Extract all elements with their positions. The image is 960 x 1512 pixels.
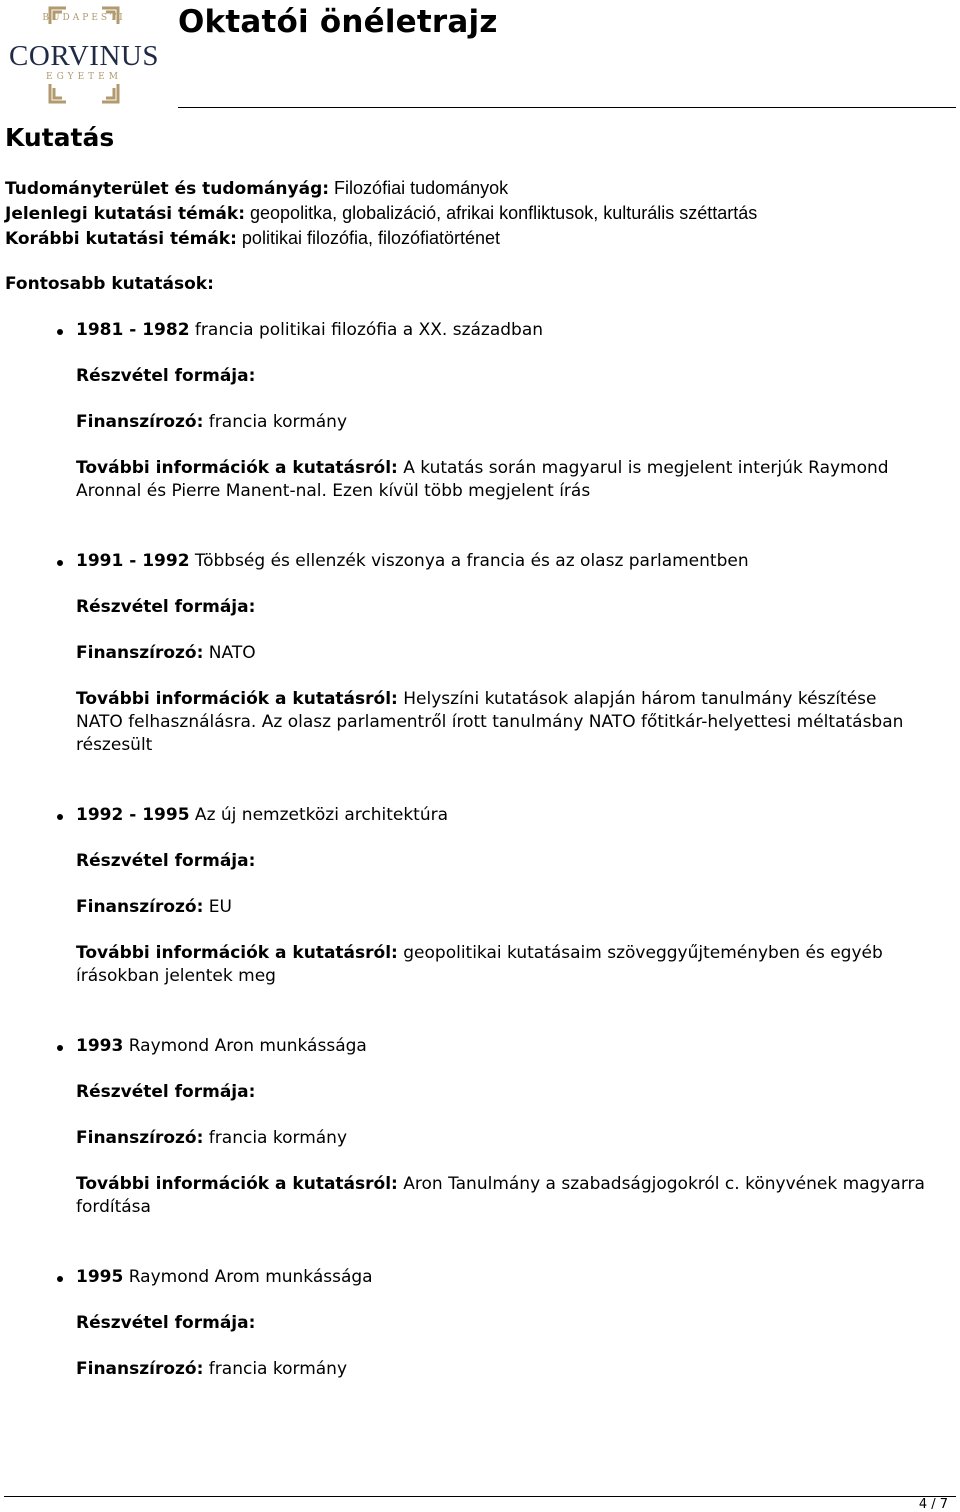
research-heading [76,550,950,573]
funder-label: Finanszírozó: [76,1128,204,1148]
research-years: 1991 - 1992 [76,551,190,571]
research-heading [76,804,950,827]
funder-value: francia kormány [203,1359,348,1379]
bullet-icon [57,1045,63,1051]
funder-label: Finanszírozó: [76,897,204,917]
header-divider [178,107,956,108]
research-meta [5,176,950,251]
corvinus-logo-icon [4,4,164,106]
funder-value: francia kormány [203,1128,348,1148]
funder-value: EU [203,897,232,917]
funder-label: Finanszírozó: [76,643,204,663]
funder-label: Finanszírozó: [76,412,204,432]
more-info-value: geopolitikai kutatásaim szöveggyűjteményben és egyéb írásokban jelentek meg [76,943,883,986]
meta-label: Jelenlegi kutatási témák: [5,204,246,224]
participation-field [76,1081,950,1104]
list-item [5,1266,950,1381]
more-info-label: További információk a kutatásról: [76,1174,398,1194]
page-title: Oktatói önéletrajz [178,4,498,40]
research-heading [76,1035,950,1058]
list-item [5,319,950,503]
svg-text:EGYETEM: EGYETEM [46,72,122,82]
funder-field [76,1358,950,1381]
research-title: francia politikai filozófia a XX. században [189,320,544,340]
footer-divider [4,1496,956,1497]
meta-value: politikai filozófia, filozófiatörténet [236,228,501,248]
participation-field [76,850,950,873]
meta-label: Tudományterület és tudományág: [5,179,330,199]
funder-field [76,411,950,434]
page-number: 4 / 7 [918,1497,948,1512]
more-info-field [76,1173,926,1219]
more-info-value: Aron Tanulmány a szabadságjogokról c. könyvének magyarra fordítása [76,1174,925,1217]
participation-label: Részvétel formája: [76,366,256,386]
more-info-label: További információk a kutatásról: [76,943,398,963]
research-title: Többség és ellenzék viszonya a francia és az olasz parlamentben [189,551,749,571]
participation-field [76,365,950,388]
research-title: Raymond Aron munkássága [123,1036,367,1056]
more-info-value: A kutatás során magyarul is megjelent interjúk Raymond Aronnal és Pierre Manent-nal. Ezen kívül több megjelent írás [76,458,889,501]
research-title: Raymond Arom munkássága [123,1267,373,1287]
meta-field-previous-topics [5,226,950,251]
meta-field-discipline [5,176,950,201]
more-info-label: További információk a kutatásról: [76,458,398,478]
funder-field [76,642,950,665]
meta-field-current-topics [5,201,950,226]
participation-label: Részvétel formája: [76,851,256,871]
list-item [5,550,950,757]
funder-value: francia kormány [203,412,348,432]
bullet-icon [57,560,63,566]
more-info-value: Helyszíni kutatások alapján három tanulmány készítése NATO felhasználásra. Az olasz parlamentről írott tanulmány NATO főtitkár-helyettesi méltatásban részesült [76,689,904,755]
bullet-icon [57,1276,63,1282]
participation-label: Részvétel formája: [76,1082,256,1102]
research-years: 1993 [76,1036,124,1056]
bullet-icon [57,814,63,820]
more-info-label: További információk a kutatásról: [76,689,398,709]
research-heading [76,1266,950,1289]
svg-text:BUDAPESTI: BUDAPESTI [42,13,126,23]
participation-field [76,596,950,619]
more-info-field [76,688,926,757]
research-list-heading: Fontosabb kutatások: [5,274,214,294]
research-years: 1981 - 1982 [76,320,190,340]
bullet-icon [57,329,63,335]
svg-text:CORVINUS: CORVINUS [9,40,159,72]
participation-label: Részvétel formája: [76,1313,256,1333]
funder-label: Finanszírozó: [76,1359,204,1379]
more-info-field [76,457,926,503]
list-item [5,804,950,988]
cv-content [5,120,950,1381]
research-list [5,319,950,1381]
research-title: Az új nemzetközi architektúra [189,805,449,825]
more-info-field [76,942,926,988]
university-logo [4,4,164,106]
meta-value: geopolitka, globalizáció, afrikai konfliktusok, kulturális széttartás [245,203,758,223]
research-years: 1995 [76,1267,124,1287]
research-years: 1992 - 1995 [76,805,190,825]
meta-label: Korábbi kutatási témák: [5,229,237,249]
list-item [5,1035,950,1219]
research-heading [76,319,950,342]
funder-field [76,896,950,919]
participation-field [76,1312,950,1335]
funder-value: NATO [203,643,256,663]
section-title: Kutatás [5,123,115,152]
meta-value: Filozófiai tudományok [329,178,509,198]
participation-label: Részvétel formája: [76,597,256,617]
funder-field [76,1127,950,1150]
